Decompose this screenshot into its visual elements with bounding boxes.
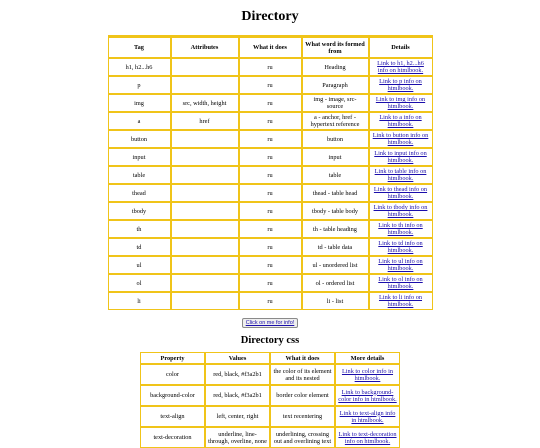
details-cell: [369, 94, 433, 112]
table-row: [108, 112, 433, 130]
table-row: [108, 220, 433, 238]
attributes-cell: [171, 166, 239, 184]
attributes-cell: [171, 58, 239, 76]
html-directory-table: [108, 35, 433, 310]
column-header: What it does: [270, 352, 335, 364]
does-cell: ru: [239, 220, 302, 238]
details-link[interactable]: Link to text-align info in htmlbook.: [339, 409, 396, 424]
details-cell: [369, 184, 433, 202]
details-link[interactable]: Link to th info on htmlbook.: [378, 222, 423, 236]
table-row: [140, 385, 400, 406]
details-link[interactable]: Link to table info on htmlbook.: [374, 168, 427, 182]
details-cell: [335, 427, 400, 448]
does-cell: ru: [239, 112, 302, 130]
values-cell: underline, line-through, overline, none: [205, 427, 270, 448]
column-header: Tag: [108, 37, 171, 58]
table-row: [108, 76, 433, 94]
word-origin-cell: td - table data: [302, 238, 369, 256]
details-link[interactable]: Link to h1, h2...h6 info on htmlbook.: [377, 60, 424, 74]
attributes-cell: src, width, height: [171, 94, 239, 112]
header-row: [108, 37, 433, 58]
css-section-title: Directory css: [240, 335, 300, 346]
attributes-cell: [171, 202, 239, 220]
tag-cell: th: [108, 220, 171, 238]
property-cell: text-decoration: [140, 427, 205, 448]
property-cell: text-align: [140, 406, 205, 427]
does-cell: ru: [239, 166, 302, 184]
details-cell: [369, 130, 433, 148]
does-cell: text recentering: [270, 406, 335, 427]
word-origin-cell: input: [302, 148, 369, 166]
attributes-cell: [171, 148, 239, 166]
tag-cell: h1, h2...h6: [108, 58, 171, 76]
attributes-cell: [171, 184, 239, 202]
column-header: What it does: [239, 37, 302, 58]
attributes-cell: [171, 220, 239, 238]
tag-cell: ul: [108, 256, 171, 274]
table-row: [140, 427, 400, 448]
details-cell: [369, 220, 433, 238]
table-row: [108, 130, 433, 148]
details-link[interactable]: Link to a info on htmlbook.: [379, 114, 422, 128]
attributes-cell: [171, 76, 239, 94]
tag-cell: thead: [108, 184, 171, 202]
word-origin-cell: ol - ordered list: [302, 274, 369, 292]
word-origin-cell: thead - table head: [302, 184, 369, 202]
column-header: Details: [369, 37, 433, 58]
does-cell: ru: [239, 94, 302, 112]
table-row: [108, 256, 433, 274]
details-cell: [369, 166, 433, 184]
css-table-body: [140, 364, 400, 448]
details-cell: [369, 112, 433, 130]
table-row: [108, 58, 433, 76]
details-cell: [369, 292, 433, 310]
attributes-cell: [171, 256, 239, 274]
details-cell: [369, 238, 433, 256]
tag-cell: td: [108, 238, 171, 256]
details-cell: [369, 256, 433, 274]
column-header: What word its formed from: [302, 37, 369, 58]
column-header: Property: [140, 352, 205, 364]
html-table-head: [108, 37, 433, 58]
word-origin-cell: ul - unordered list: [302, 256, 369, 274]
table-row: [140, 406, 400, 427]
word-origin-cell: a - anchor, href - hypertext reference: [302, 112, 369, 130]
details-link[interactable]: Link to button info on htmlbook.: [372, 132, 429, 146]
table-row: [140, 364, 400, 385]
does-cell: ru: [239, 238, 302, 256]
details-cell: [369, 202, 433, 220]
css-directory-table: [140, 352, 400, 448]
word-origin-cell: tbody - table body: [302, 202, 369, 220]
table-row: [108, 202, 433, 220]
column-header: More details: [335, 352, 400, 364]
does-cell: ru: [239, 256, 302, 274]
values-cell: left, center, right: [205, 406, 270, 427]
tag-cell: li: [108, 292, 171, 310]
details-link[interactable]: Link to input info on htmlbook.: [374, 150, 427, 164]
does-cell: ru: [239, 130, 302, 148]
details-link[interactable]: Link to text-decoration info on htmlbook.: [338, 430, 397, 445]
word-origin-cell: th - table heading: [302, 220, 369, 238]
word-origin-cell: button: [302, 130, 369, 148]
column-header: Attributes: [171, 37, 239, 58]
attributes-cell: [171, 238, 239, 256]
property-cell: color: [140, 364, 205, 385]
property-cell: background-color: [140, 385, 205, 406]
word-origin-cell: table: [302, 166, 369, 184]
does-cell: ru: [239, 202, 302, 220]
details-cell: [369, 58, 433, 76]
table-row: [108, 274, 433, 292]
tag-cell: p: [108, 76, 171, 94]
details-link[interactable]: Link to color info in htmlbook.: [341, 367, 394, 382]
does-cell: ru: [239, 292, 302, 310]
info-button[interactable]: Click on me for info!: [242, 318, 299, 328]
values-cell: red, black, #f3a2b1: [205, 385, 270, 406]
values-cell: red, black, #f3a2b1: [205, 364, 270, 385]
table-row: [108, 238, 433, 256]
does-cell: border color element: [270, 385, 335, 406]
details-link[interactable]: Link to td info on htmlbook.: [378, 240, 423, 254]
tag-cell: a: [108, 112, 171, 130]
does-cell: ru: [239, 184, 302, 202]
tag-cell: ol: [108, 274, 171, 292]
details-cell: [335, 406, 400, 427]
details-link[interactable]: Link to li info on htmlbook.: [378, 294, 423, 308]
details-link[interactable]: Link to background-color info in htmlbook.: [338, 388, 397, 403]
attributes-cell: [171, 292, 239, 310]
column-header: Values: [205, 352, 270, 364]
table-row: [108, 292, 433, 310]
does-cell: the color of its element and its nested: [270, 364, 335, 385]
css-table-head: [140, 352, 400, 364]
does-cell: ru: [239, 58, 302, 76]
details-cell: [335, 385, 400, 406]
html-table-body: [108, 58, 433, 310]
table-row: [108, 166, 433, 184]
details-link[interactable]: Link to tbody info on htmlbook.: [373, 204, 428, 218]
tag-cell: img: [108, 94, 171, 112]
page-title: Directory: [241, 9, 299, 24]
does-cell: ru: [239, 274, 302, 292]
tag-cell: table: [108, 166, 171, 184]
word-origin-cell: Heading: [302, 58, 369, 76]
word-origin-cell: img - image, src- source: [302, 94, 369, 112]
tag-cell: button: [108, 130, 171, 148]
details-link[interactable]: Link to thead info on htmlbook.: [373, 186, 428, 200]
info-button-wrap: [0, 311, 540, 329]
details-cell: [335, 364, 400, 385]
details-link[interactable]: Link to p info on htmlbook.: [379, 78, 422, 92]
does-cell: ru: [239, 148, 302, 166]
table-row: [108, 184, 433, 202]
tag-cell: input: [108, 148, 171, 166]
details-link[interactable]: Link to ol info on htmlbook.: [378, 276, 423, 290]
details-cell: [369, 274, 433, 292]
tag-cell: tbody: [108, 202, 171, 220]
word-origin-cell: li - list: [302, 292, 369, 310]
attributes-cell: [171, 130, 239, 148]
header-row: [140, 352, 400, 364]
does-cell: underlining, crossing out and overlining text: [270, 427, 335, 448]
word-origin-cell: Paragraph: [302, 76, 369, 94]
table-row: [108, 148, 433, 166]
details-link[interactable]: Link to img info on htmlbook.: [375, 96, 426, 110]
details-cell: [369, 148, 433, 166]
attributes-cell: [171, 274, 239, 292]
table-row: [108, 94, 433, 112]
details-cell: [369, 76, 433, 94]
details-link[interactable]: Link to ul info on htmlbook.: [378, 258, 423, 272]
does-cell: ru: [239, 76, 302, 94]
attributes-cell: href: [171, 112, 239, 130]
